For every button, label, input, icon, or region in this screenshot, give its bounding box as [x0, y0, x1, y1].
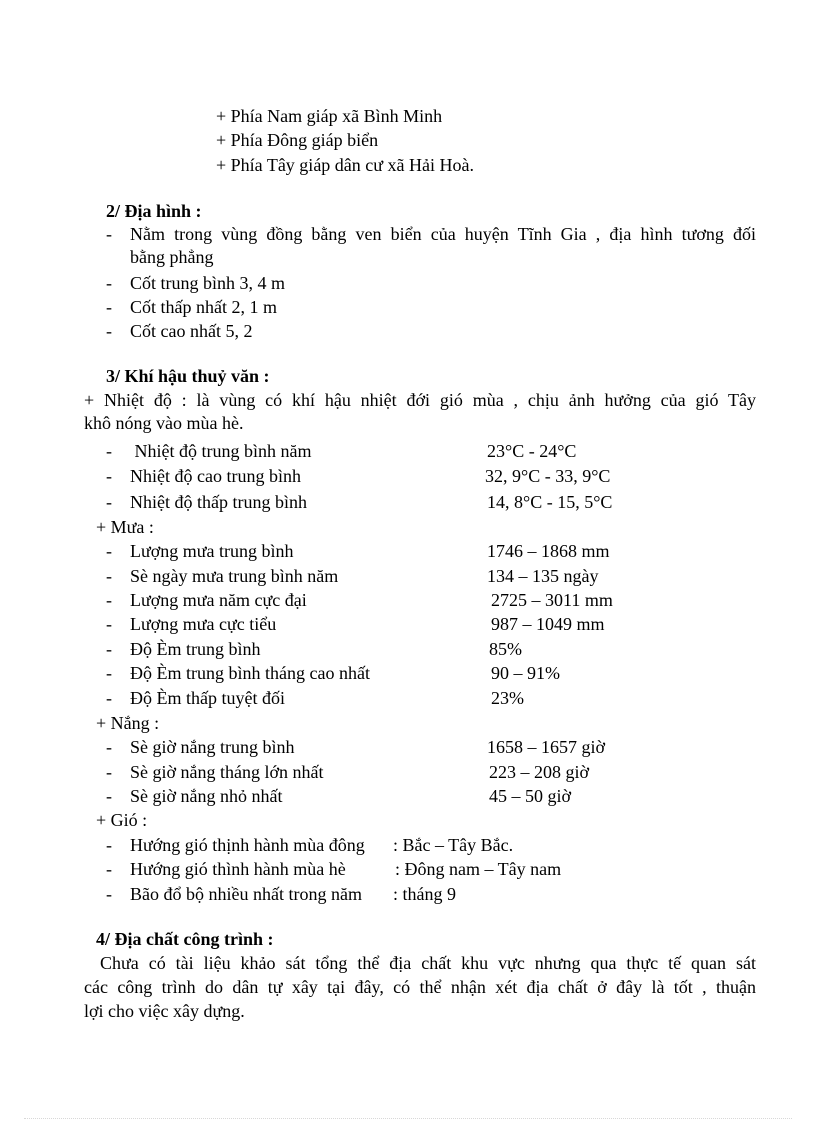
rain-row-value: 23%	[491, 688, 524, 708]
bullet-dash: -	[106, 663, 112, 683]
temp-row-label: Nhiệt độ thấp trung bình	[130, 492, 307, 512]
rain-row-label: Sè ngày mưa trung bình năm	[130, 566, 339, 586]
rain-row-value: 90 – 91%	[491, 663, 560, 683]
page-bottom-rule	[24, 1118, 792, 1119]
terrain-item-4: Cốt cao nhất 5, 2	[130, 321, 253, 341]
rain-row-label: Độ Èm thấp tuyệt đối	[130, 688, 285, 708]
terrain-item-3: Cốt thấp nhất 2, 1 m	[130, 297, 277, 317]
rain-row-value: 134 – 135 ngày	[487, 566, 599, 586]
rain-row-label: Lượng mưa năm cực đại	[130, 590, 307, 610]
temp-row-value: 32, 9°C - 33, 9°C	[485, 466, 611, 486]
bullet-dash: -	[106, 884, 112, 904]
bullet-dash: -	[106, 466, 112, 486]
rain-row-label: Độ Èm trung bình tháng cao nhất	[130, 663, 370, 683]
rain-row-label: Độ Èm trung bình	[130, 639, 261, 659]
rain-row-label: Lượng mưa cực tiểu	[130, 614, 277, 634]
bullet-dash: -	[106, 566, 112, 586]
bullet-dash: -	[106, 297, 112, 317]
sun-row-label: Sè giờ nắng trung bình	[130, 737, 295, 757]
bullet-dash: -	[106, 859, 112, 879]
rain-row-value: 987 – 1049 mm	[491, 614, 605, 634]
border-south: + Phía Nam giáp xã Bình Minh	[216, 106, 443, 126]
rain-heading: + Mưa :	[96, 517, 154, 537]
bullet-dash: -	[106, 273, 112, 293]
rain-row-value: 1746 – 1868 mm	[487, 541, 610, 561]
geology-para-line-1: Chưa có tài liệu khảo sát tổng thể địa chất khu vực nhưng qua thực tế quan sát	[100, 953, 756, 973]
bullet-dash: -	[106, 688, 112, 708]
wind-row-value: : Bắc – Tây Bắc.	[393, 835, 514, 855]
bullet-dash: -	[106, 224, 112, 244]
temp-row-value: 23°C - 24°C	[487, 441, 577, 461]
border-west: + Phía Tây giáp dân cư xã Hải Hoà.	[216, 155, 475, 175]
rain-row-value: 85%	[489, 639, 522, 659]
border-east: + Phía Đông giáp biển	[216, 130, 379, 150]
wind-row-value: : Đông nam – Tây nam	[395, 859, 562, 879]
geology-para-line-2: các công trình do dân tự xây tại đây, có thể nhận xét địa chất ở đây là tốt , thuận	[84, 977, 756, 997]
sun-row-label: Sè giờ nắng nhỏ nhất	[130, 786, 283, 806]
temperature-intro-line-2: khô nóng vào mùa hè.	[84, 413, 244, 433]
wind-row-label: Bão đổ bộ nhiều nhất trong năm	[130, 884, 362, 904]
terrain-item-2: Cốt trung bình 3, 4 m	[130, 273, 286, 293]
sun-row-value: 45 – 50 giờ	[489, 786, 572, 806]
temperature-intro-line-1: + Nhiệt độ : là vùng có khí hậu nhiệt đới gió mùa , chịu ảnh hưởng của gió Tây	[84, 390, 756, 410]
terrain-item-1-line-2: bằng phẳng	[130, 247, 214, 267]
bullet-dash: -	[106, 639, 112, 659]
rain-row-value: 2725 – 3011 mm	[491, 590, 613, 610]
temp-row-value: 14, 8°C - 15, 5°C	[487, 492, 613, 512]
bullet-dash: -	[106, 590, 112, 610]
temp-row-label: Nhiệt độ cao trung bình	[130, 466, 301, 486]
geology-para-line-3: lợi cho việc xây dựng.	[84, 1001, 245, 1021]
sun-row-label: Sè giờ nắng tháng lớn nhất	[130, 762, 324, 782]
section-4-heading: 4/ Địa chất công trình :	[96, 929, 274, 949]
sun-row-value: 1658 – 1657 giờ	[487, 737, 606, 757]
bullet-dash: -	[106, 614, 112, 634]
wind-row-label: Hướng gió thình hành mùa hè	[130, 859, 346, 879]
bullet-dash: -	[106, 786, 112, 806]
section-2-heading: 2/ Địa hình :	[106, 201, 202, 221]
sun-row-value: 223 – 208 giờ	[489, 762, 590, 782]
bullet-dash: -	[106, 835, 112, 855]
section-3-heading: 3/ Khí hậu thuỷ văn :	[106, 366, 270, 386]
bullet-dash: -	[106, 762, 112, 782]
bullet-dash: -	[106, 321, 112, 341]
terrain-item-1-line-1: Nằm trong vùng đồng bằng ven biển của huyện Tĩnh Gia , địa hình tương đối	[130, 224, 756, 244]
bullet-dash: -	[106, 541, 112, 561]
wind-heading: + Gió :	[96, 810, 148, 830]
wind-row-value: : tháng 9	[393, 884, 456, 904]
wind-row-label: Hướng gió thịnh hành mùa đông	[130, 835, 365, 855]
temp-row-label: Nhiệt độ trung bình năm	[130, 441, 312, 461]
bullet-dash: -	[106, 737, 112, 757]
bullet-dash: -	[106, 441, 112, 461]
rain-row-label: Lượng mưa trung bình	[130, 541, 294, 561]
sun-heading: + Nắng :	[96, 713, 160, 733]
bullet-dash: -	[106, 492, 112, 512]
